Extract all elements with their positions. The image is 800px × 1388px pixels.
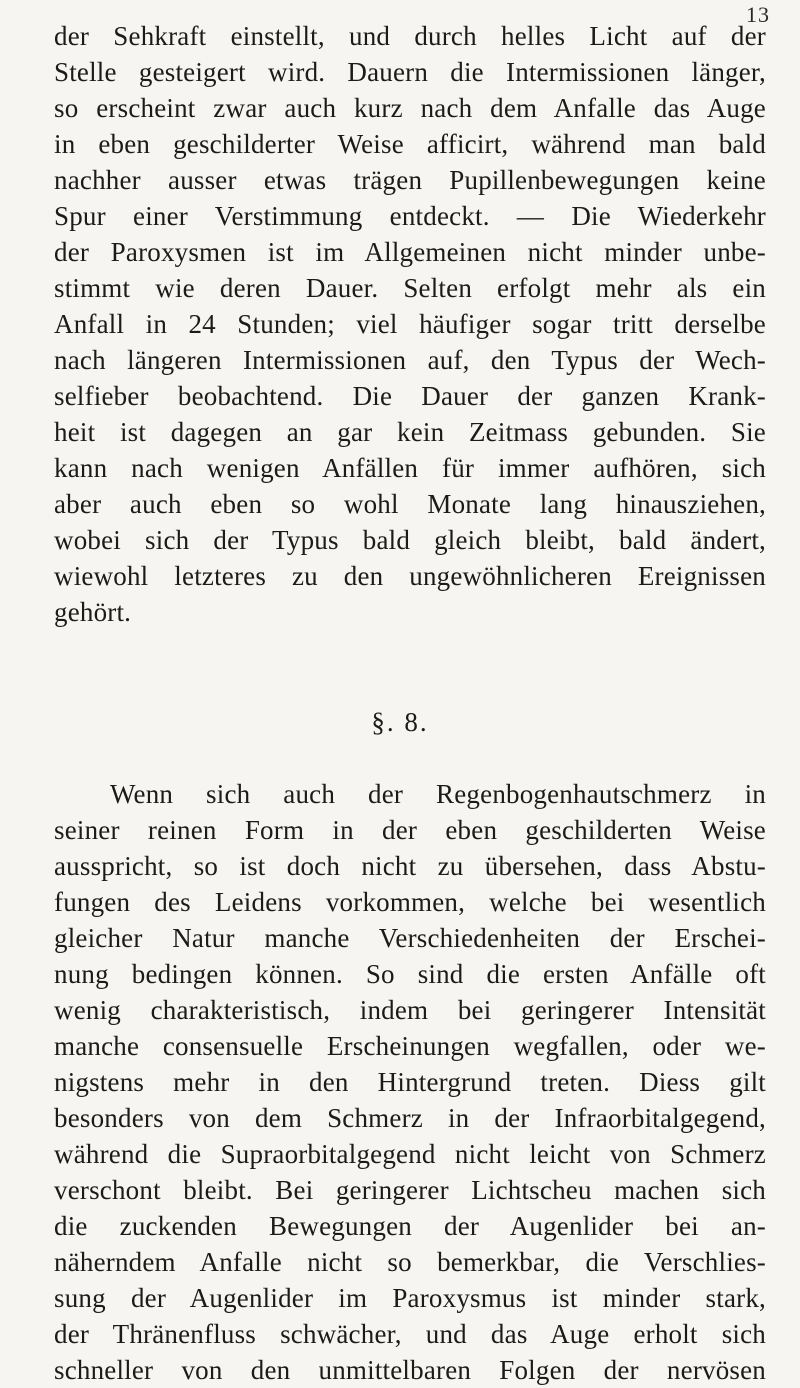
text-line: Spur einer Verstimmung entdeckt. — Die Wiederkehr (54, 201, 766, 231)
text-line: der Thränenfluss schwächer, und das Auge erholt sich (54, 1319, 766, 1349)
section-heading: §. 8. (371, 707, 429, 737)
text-line: Wenn sich auch der Regenbogenhautschmerz in (110, 779, 766, 809)
text-line: heit ist dagegen an gar kein Zeitmass gebunden. Sie (54, 417, 766, 447)
paragraph-continuation (54, 18, 766, 630)
text-line: aber auch eben so wohl Monate lang hinausziehen, (54, 489, 766, 519)
text-line: verschont bleibt. Bei geringerer Lichtscheu machen sich (54, 1175, 766, 1205)
text-line: manche consensuelle Erscheinungen wegfallen, oder we- (54, 1031, 766, 1061)
section-paragraph (54, 776, 766, 1388)
text-line: seiner reinen Form in der eben geschilderten Weise (54, 815, 766, 845)
text-line: wobei sich der Typus bald gleich bleibt, bald ändert, (54, 525, 766, 555)
text-line: schneller von den unmittelbaren Folgen der nervösen (54, 1355, 766, 1385)
text-line: wenig charakteristisch, indem bei geringerer Intensität (54, 995, 766, 1025)
text-line: während die Supraorbitalgegend nicht leicht von Schmerz (54, 1139, 766, 1169)
text-line: der Paroxysmen ist im Allgemeinen nicht minder unbe- (54, 237, 766, 267)
text-line: nigstens mehr in den Hintergrund treten. Diess gilt (54, 1067, 766, 1097)
text-line: selfieber beobachtend. Die Dauer der ganzen Krank- (54, 381, 766, 411)
text-line: so erscheint zwar auch kurz nach dem Anfalle das Auge (54, 93, 766, 123)
text-line: kann nach wenigen Anfällen für immer aufhören, sich (54, 453, 766, 483)
text-line: ausspricht, so ist doch nicht zu übersehen, dass Abstu- (54, 851, 766, 881)
text-line: Stelle gesteigert wird. Dauern die Intermissionen länger, (54, 57, 766, 87)
text-line: sung der Augenlider im Paroxysmus ist minder stark, (54, 1283, 766, 1313)
text-line: gleicher Natur manche Verschiedenheiten der Erschei- (54, 923, 766, 953)
text-line: nachher ausser etwas trägen Pupillenbewegungen keine (54, 165, 766, 195)
text-line: nung bedingen können. So sind die ersten Anfälle oft (54, 959, 766, 989)
text-line: der Sehkraft einstellt, und durch helles Licht auf der (54, 21, 766, 51)
text-line: Anfall in 24 Stunden; viel häufiger sogar tritt derselbe (54, 309, 766, 339)
text-line: in eben geschilderter Weise afficirt, während man bald (54, 129, 766, 159)
text-line: stimmt wie deren Dauer. Selten erfolgt mehr als ein (54, 273, 766, 303)
text-line: gehört. (54, 597, 132, 627)
text-line: wiewohl letzteres zu den ungewöhnlicheren Ereignissen (54, 561, 766, 591)
text-line: die zuckenden Bewegungen der Augenlider bei an- (54, 1211, 766, 1241)
page-number: 13 (746, 2, 770, 27)
text-line: besonders von dem Schmerz in der Infraorbitalgegend, (54, 1103, 766, 1133)
text-line: näherndem Anfalle nicht so bemerkbar, die Verschlies- (54, 1247, 766, 1277)
text-line: fungen des Leidens vorkommen, welche bei wesentlich (54, 887, 766, 917)
text-line: nach längeren Intermissionen auf, den Typus der Wech- (54, 345, 766, 375)
